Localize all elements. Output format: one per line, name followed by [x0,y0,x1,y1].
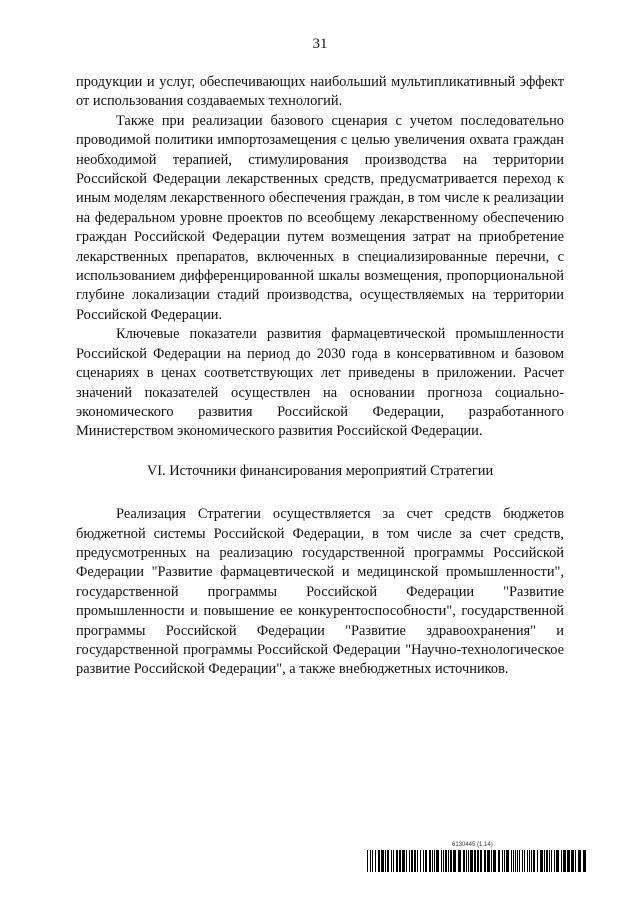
barcode-bar [484,850,486,872]
barcode-bar [445,850,447,872]
barcode-bar [527,850,528,872]
paragraph-key-indicators: Ключевые показатели развития фармацевтической промышленности Российской Федерации на период до 2030 года в консервативном и базовом сценариях в ценах соответствующих лет приведены в приложении. Расчет значений показателей осуществлен на основании прогноза социально-экономического развития Российской Федерации, разработанного Министерством экономического развития Российской Федерации. [76,326,564,440]
barcode-bar [468,850,469,872]
barcode-bar [487,850,490,872]
barcode-bar [551,850,552,872]
barcode-bar [546,850,548,872]
barcode-bar [378,850,380,872]
barcode-bar [425,850,427,872]
barcode-bar [549,850,550,872]
barcode-bar [583,850,586,872]
barcode-bar [434,850,435,872]
barcode-bar [491,850,492,872]
barcode-bar [429,850,431,872]
barcode-bar [367,850,368,872]
barcode-bar [450,850,452,872]
barcode [367,850,587,872]
barcode-bar [519,850,520,872]
paragraph-continuation: продукции и услуг, обеспечивающих наибольший мультипликативный эффект от использования создаваемых технологий. [76,74,564,110]
barcode-bar [540,850,543,872]
barcode-bar [443,850,444,872]
barcode-bar [448,850,449,872]
barcode-bar [477,850,479,872]
section-heading: VI. Источники финансирования мероприятий Стратегии [146,462,494,479]
barcode-bar [399,850,401,872]
barcode-bar [517,850,518,872]
barcode-bar [567,850,570,872]
barcode-bar [391,850,392,872]
barcode-bar [474,850,476,872]
barcode-bar [411,850,413,872]
barcode-bar [544,850,545,872]
barcode-bar [402,850,405,872]
barcode-bar [393,850,394,872]
barcode-bar [537,850,538,872]
barcode-bar [480,850,482,872]
document-body [76,73,564,680]
barcode-bar [423,850,424,872]
barcode-bar [578,850,581,872]
document-stamp: 6130445 (1.14) [452,842,493,848]
barcode-bar [511,850,512,872]
paragraph-base-scenario: Также при реализации базового сценария с учетом последовательно проводимой политики импортозамещения с целью увеличения охвата граждан необходимой терапией, стимулирования производства на территории Российской Федерации лекарственных средств, предусматривается переход к иным моделям лекарственного обеспечения граждан, в том числе к реализации на федеральном уровне проектов по всеобщему лекарственному обеспечению граждан Российской Федерации путем возмещения затрат на приобретение лекарственных препаратов, включенных в специализированные перечни, с использованием дифференцированной шкалы возмещения, пропорциональной глубине локализации стадий производства, осуществляемых на территории Российской Федерации. [76,112,564,323]
barcode-bar [385,850,386,872]
barcode-bar [531,850,532,872]
barcode-bar [493,850,496,872]
barcode-bar [502,850,503,872]
barcode-bar [409,850,410,872]
paragraph-financing: Реализация Стратегии осуществляется за счет средств бюджетов бюджетной системы Российской Федерации, в том числе за счет средств, предусмотренных на реализацию государственной программы Российской Федерации "Развитие фармацевтической и медицинской промышленности", государственной программы Российской Федерации "Развитие промышленности и повышение ее конкурентоспособности", государственной программы Российской Федерации "Развитие здравоохранения" и государственной программы Российской Федерации "Научно-технологическое развитие Российской Федерации", а также внебюджетных источников. [76,506,564,678]
barcode-bar [387,850,389,872]
barcode-bar [554,850,555,872]
barcode-bar [396,850,398,872]
barcode-bar [372,850,373,872]
barcode-bar [432,850,433,872]
barcode-bar [458,850,461,872]
barcode-bar [506,850,509,872]
barcode-bar [561,850,562,872]
barcode-bar [417,850,418,872]
barcode-bar [513,850,514,872]
barcode-bar [563,850,566,872]
barcode-bar [406,850,407,872]
page-number: 31 [312,36,328,52]
barcode-bar [533,850,535,872]
barcode-bar [575,850,576,872]
barcode-bar [453,850,456,872]
barcode-bar [463,850,465,872]
barcode-bar [381,850,384,872]
barcode-bar [498,850,500,872]
barcode-bar [441,850,442,872]
barcode-bar [470,850,473,872]
barcode-bar [375,850,376,872]
barcode-bar [524,850,525,872]
barcode-bar [522,850,523,872]
barcode-bar [466,850,467,872]
barcode-bar [504,850,505,872]
barcode-bar [556,850,559,872]
barcode-bar [414,850,416,872]
barcode-bar [571,850,574,872]
barcode-bar [515,850,516,872]
barcode-bar [370,850,371,872]
barcode-bar [529,850,530,872]
barcode-bar [436,850,439,872]
barcode-bar [420,850,421,872]
